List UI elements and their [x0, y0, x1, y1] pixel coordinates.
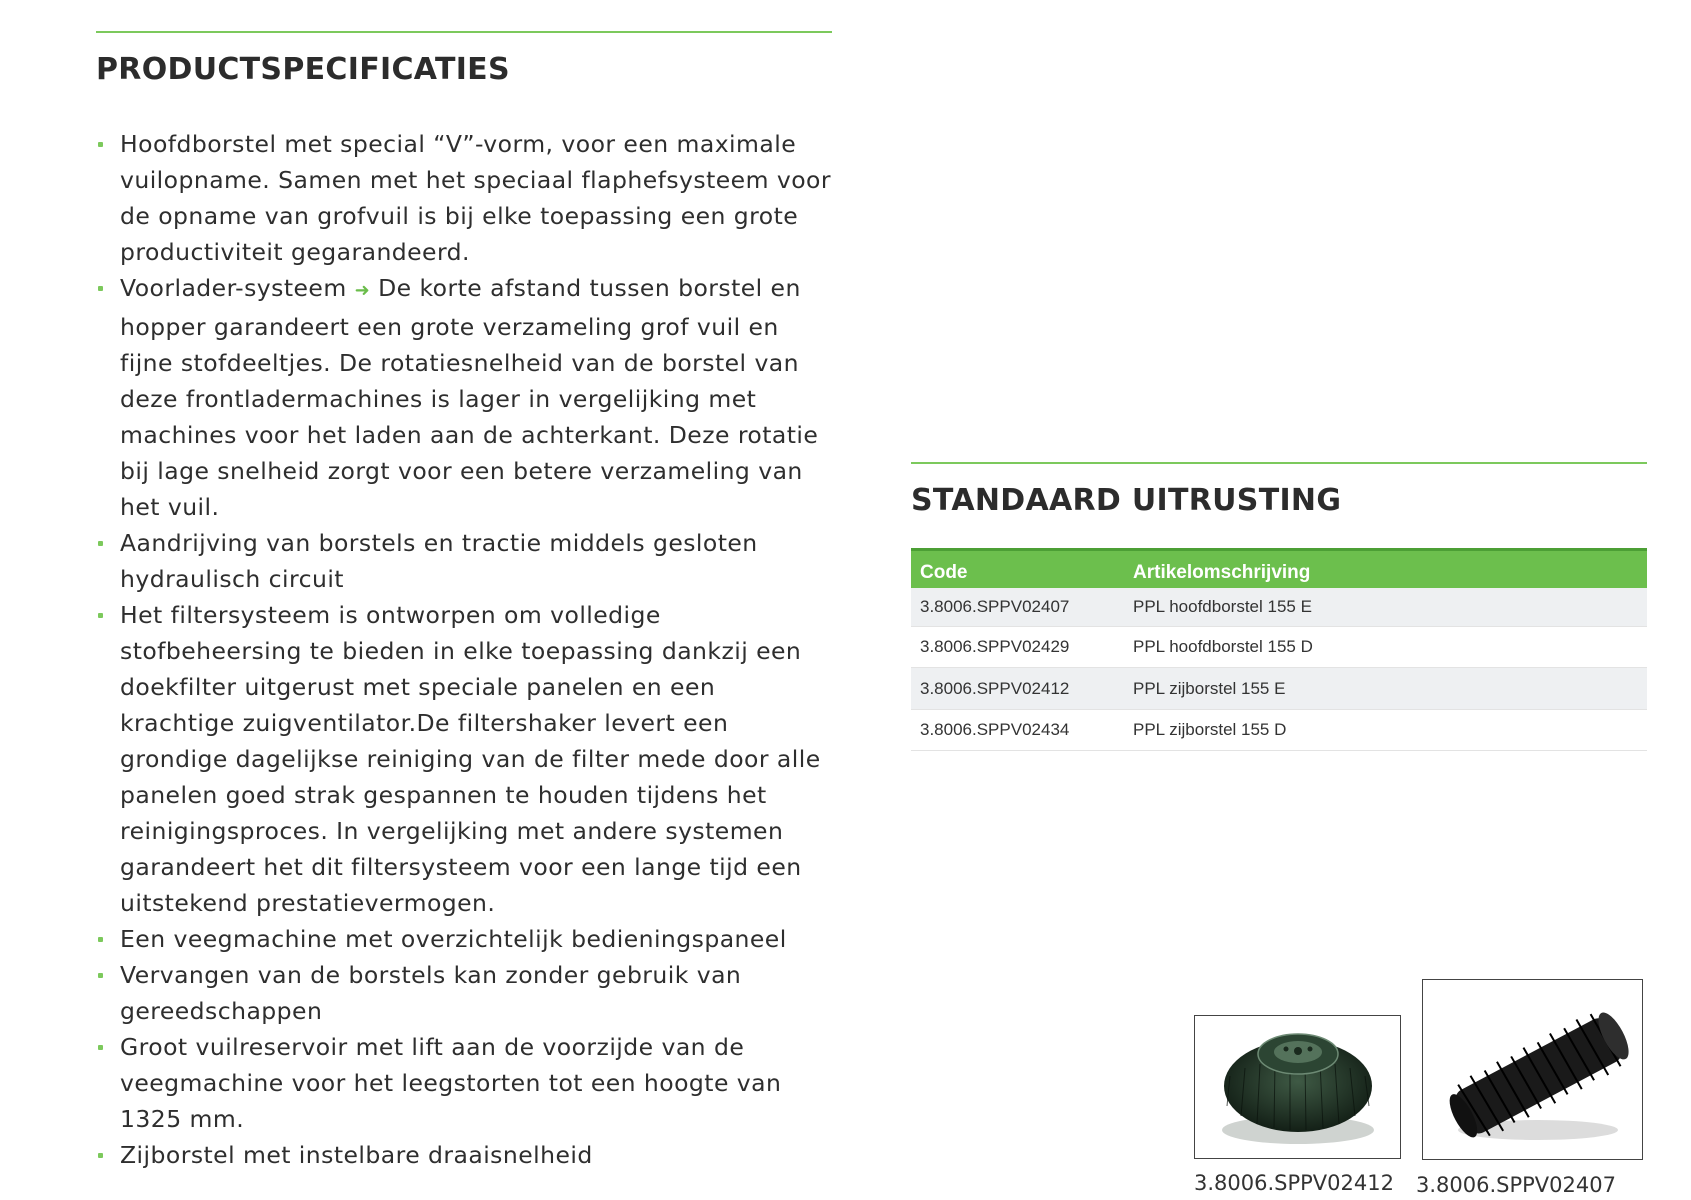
cell-description: PPL hoofdborstel 155 D	[1124, 627, 1647, 668]
spec-item-lead: Voorlader-systeem	[120, 274, 347, 302]
main-brush-image	[1422, 979, 1643, 1160]
spec-item: Zijborstel met instelbare draaisnelheid	[96, 1137, 836, 1173]
table-header-row	[911, 550, 1647, 589]
main-brush-icon	[1423, 980, 1642, 1159]
spec-item: Vervangen van de borstels kan zonder gebruik van gereedschappen	[96, 957, 836, 1029]
side-brush-caption: 3.8006.SPPV02412	[1194, 1171, 1394, 1195]
table-row	[911, 627, 1647, 668]
cell-code: 3.8006.SPPV02434	[911, 710, 1124, 751]
spec-item: Een veegmachine met overzichtelijk bedieningspaneel	[96, 921, 836, 957]
cell-code: 3.8006.SPPV02412	[911, 668, 1124, 710]
side-brush-icon	[1195, 1016, 1400, 1158]
spec-item: Aandrijving van borstels en tractie middels gesloten hydraulisch circuit	[96, 525, 836, 597]
column-header-description: Artikelomschrijving	[1124, 550, 1647, 589]
specs-list	[96, 126, 836, 1173]
equipment-top-rule	[911, 462, 1647, 464]
specs-top-rule	[96, 31, 832, 33]
main-brush-caption: 3.8006.SPPV02407	[1416, 1173, 1616, 1197]
equipment-title: STANDAARD UITRUSTING	[911, 483, 1342, 518]
table-row	[911, 710, 1647, 751]
cell-description: PPL zijborstel 155 D	[1124, 710, 1647, 751]
spec-item: Het filtersysteem is ontworpen om volledige stofbeheersing te bieden in elke toepassing dankzij een doekfilter uitgerust met speciale panelen en een krachtige zuigventilator.De filtershaker levert een grondige dagelijkse reiniging van de filter mede door alle panelen goed strak gespannen te houden tijdens het reinigingsproces. In vergelijking met andere systemen garandeert het dit filtersysteem voor een lange tijd een uitstekend prestatievermogen.	[96, 597, 836, 921]
cell-code: 3.8006.SPPV02407	[911, 588, 1124, 627]
arrow-right-icon: ➜	[354, 280, 371, 301]
spec-item: Hoofdborstel met special “V”-vorm, voor een maximale vuilopname. Samen met het speciaal flaphefsysteem voor de opname van grofvuil is bij elke toepassing een grote productiviteit gegarandeerd.	[96, 126, 836, 270]
equipment-table	[911, 548, 1647, 751]
table-row	[911, 588, 1647, 627]
spec-item	[96, 270, 836, 525]
spec-item-text: De korte afstand tussen borstel en hopper garandeert een grote verzameling grof vuil en fijne stofdeeltjes. De rotatiesnelheid van de borstel van deze frontladermachines is lager in vergelijking met machines voor het laden aan de achterkant. Deze rotatie bij lage snelheid zorgt voor een betere verzameling van het vuil.	[120, 274, 819, 521]
side-brush-image	[1194, 1015, 1401, 1159]
cell-description: PPL hoofdborstel 155 E	[1124, 588, 1647, 627]
table-row	[911, 668, 1647, 710]
cell-description: PPL zijborstel 155 E	[1124, 668, 1647, 710]
column-header-code: Code	[911, 550, 1124, 589]
cell-code: 3.8006.SPPV02429	[911, 627, 1124, 668]
spec-item: Groot vuilreservoir met lift aan de voorzijde van de veegmachine voor het leegstorten tot een hoogte van 1325 mm.	[96, 1029, 836, 1137]
specs-title: PRODUCTSPECIFICATIES	[96, 52, 510, 87]
